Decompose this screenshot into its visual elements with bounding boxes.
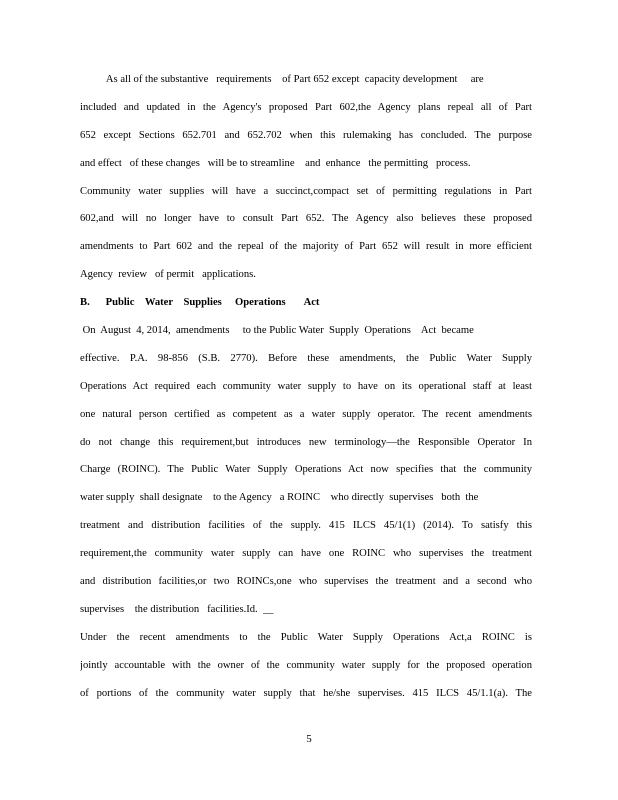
- text-line-3: 652 except Sections 652.701 and 652.702 when this rulemaking has concluded. The purpose: [80, 129, 532, 141]
- text-line-15: Charge (ROINC). The Public Water Supply Operations Act now specifies that the community: [80, 464, 532, 476]
- text-line-11: effective. P.A. 98-856 (S.B. 2770). Before these amendments, the Public Water Supply: [80, 352, 532, 364]
- document-body: [80, 66, 532, 707]
- text-line-12: Operations Act required each community water supply to have on its operational staff at least: [80, 380, 532, 392]
- text-line-5: Community water supplies will have a succinct,compact set of permitting regulations in Part: [80, 185, 532, 197]
- text-line-21: Under the recent amendments to the Public Water Supply Operations Act,a ROINC is: [80, 631, 532, 643]
- text-line-17: treatment and distribution facilities of the supply. 415 ILCS 45/1(1) (2014). To satisfy this: [80, 520, 532, 532]
- text-line-23: of portions of the community water supply that he/she supervises. 415 ILCS 45/1.1(a). The: [80, 687, 532, 699]
- text-line-6: 602,and will no longer have to consult Part 652. The Agency also believes these proposed: [80, 213, 532, 225]
- text-line-1: As all of the substantive requirements of Part 652 except capacity development are: [80, 74, 484, 85]
- text-line-4: and effect of these changes will be to streamline and enhance the permitting process.: [80, 157, 471, 169]
- text-line-16: water supply shall designate to the Agency a ROINC who directly supervises both the: [80, 492, 479, 504]
- text-line-18: requirement,the community water supply can have one ROINC who supervises the treatment: [80, 548, 532, 560]
- text-line-22: jointly accountable with the owner of the community water supply for the proposed operation: [80, 659, 532, 671]
- section-heading: B. Public Water Supplies Operations Act: [80, 297, 320, 309]
- page-number: 5: [306, 733, 312, 745]
- text-line-19: and distribution facilities,or two ROINCs,one who supervises the treatment and a second who: [80, 576, 532, 588]
- text-line-20: supervises the distribution facilities.Id. __: [80, 603, 274, 615]
- text-line-2: included and updated in the Agency's proposed Part 602,the Agency plans repeal all of Part: [80, 101, 532, 113]
- text-line-10: On August 4, 2014, amendments to the Public Water Supply Operations Act became: [80, 325, 474, 337]
- text-line-14: do not change this requirement,but introduces new terminology—the Responsible Operator In: [80, 436, 532, 448]
- text-line-8: Agency review of permit applications.: [80, 269, 256, 281]
- text-line-13: one natural person certified as competent as a water supply operator. The recent amendments: [80, 408, 532, 420]
- text-line-7: amendments to Part 602 and the repeal of the majority of Part 652 will result in more efficient: [80, 241, 532, 253]
